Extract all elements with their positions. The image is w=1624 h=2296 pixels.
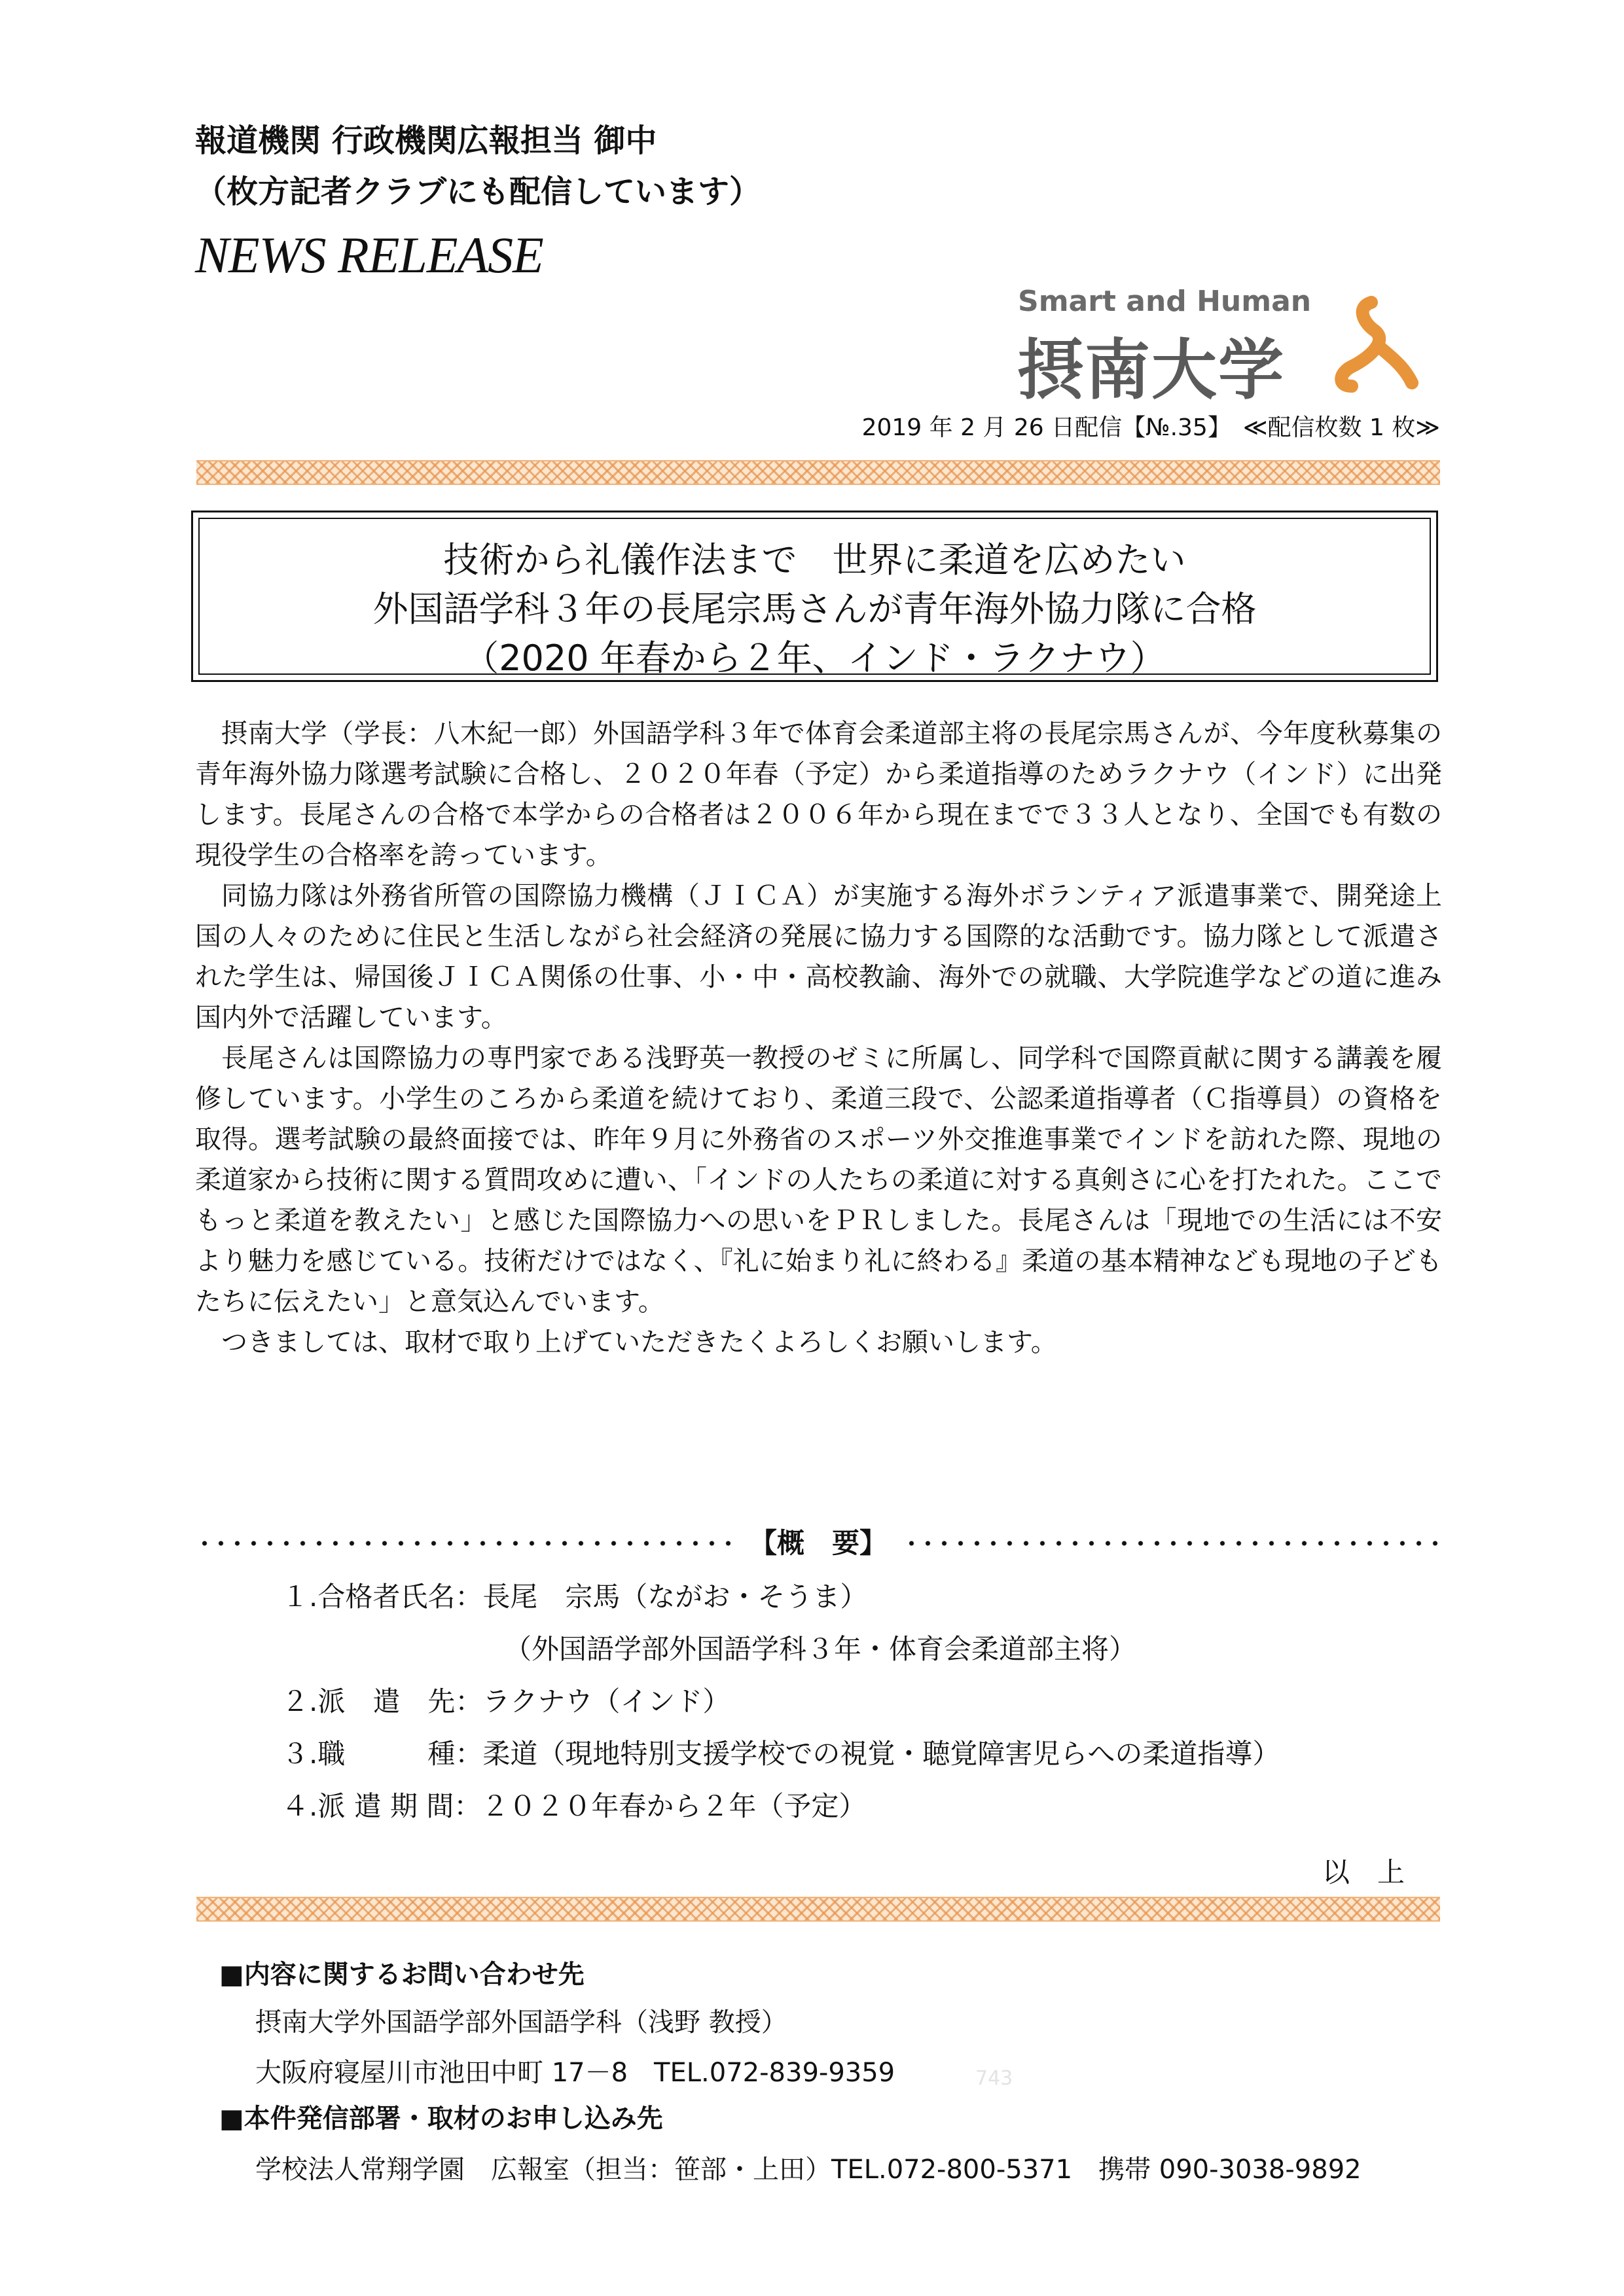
- overview-divider: [196, 1522, 1440, 1561]
- paragraph-2: 同協力隊は外務省所管の国際協力機構（ＪＩＣＡ）が実施する海外ボランティア派遣事業で、開発途上国の人々のために住民と生活しながら社会経済の発展に協力する国際的な活動です。協力隊として派遣された学生は、帰国後ＪＩＣＡ関係の仕事、小・中・高校教諭、海外での就職、大学院進学などの道に進み国内外で活躍しています。: [195, 881, 1442, 1033]
- contact-address-1: 大阪府寝屋川市池田中町 17－8 TEL.072-839-9359: [255, 2058, 895, 2088]
- overview-item-4: [281, 1787, 866, 1826]
- decorative-band-top: [196, 460, 1440, 485]
- title-line-2: 外国語学科３年の長尾宗馬さんが青年海外協力隊に合格: [372, 588, 1257, 630]
- faint-page-mark: 743: [975, 2067, 1013, 2090]
- overview-value: 長尾 宗馬（ながお・そうま）: [482, 1581, 868, 1613]
- overview-label: ３.職 種：: [281, 1738, 483, 1770]
- decorative-band-bottom: [196, 1897, 1440, 1922]
- closing-mark: 以 上: [1322, 1856, 1405, 1888]
- logo-name: 摂南大学: [1018, 332, 1285, 408]
- title-line-3: （2020 年春から２年、インド・ラクナウ）: [463, 637, 1166, 679]
- overview-value: （外国語学部外国語学科３年・体育会柔道部主将）: [504, 1633, 1137, 1665]
- overview-value: 柔道（現地特別支援学校での視覚・聴覚障害児らへの柔道指導）: [482, 1738, 1280, 1770]
- overview-heading: 【概 要】: [746, 1527, 891, 1559]
- university-logo: [1018, 285, 1424, 408]
- dateline: 2019 年 2 月 26 日配信【№.35】 ≪配信枚数 1 枚≫: [861, 414, 1440, 441]
- overview-item-1-affiliation: [504, 1630, 1136, 1669]
- overview-item-3: [281, 1734, 1280, 1774]
- overview-value: ２０２０年春から２年（予定）: [481, 1790, 867, 1822]
- logo-mark-icon: [1326, 295, 1424, 393]
- contact-org-1: 摂南大学外国語学部外国語学科（浅野 教授）: [255, 2007, 787, 2037]
- overview-value: ラクナウ（インド）: [482, 1685, 731, 1717]
- recipients: [195, 115, 761, 217]
- paragraph-4: つきましては、取材で取り上げていただきたくよろしくお願いします。: [221, 1327, 1057, 1357]
- paragraph-3: 長尾さんは国際協力の専門家である浅野英一教授のゼミに所属し、同学科で国際貢献に関する講義を履修しています。小学生のころから柔道を続けており、柔道三段で、公認柔道指導者（Ｃ指導員）の資格を取得。選考試験の最終面接では、昨年９月に外務省のスポーツ外交推進事業でインドを訪れた際、現地の柔道家から技術に関する質問攻めに遭い、「インドの人たちの柔道に対する真剣さに心を打たれた。ここでもっと柔道を教えたい」と感じた国際協力への思いをＰＲしました。長尾さんは「現地での生活には不安より魅力を感じている。技術だけではなく、『礼に始まり礼に終わる』柔道の基本精神なども現地の子どもたちに伝えたい」と意気込んでいます。: [195, 1043, 1442, 1317]
- contact-org-2: 学校法人常翔学園 広報室（担当：笹部・上田）TEL.072-800-5371 携帯 090-3038-9892: [255, 2155, 1362, 2185]
- recipients-line-1: 報道機関 行政機関広報担当 御中: [195, 122, 657, 159]
- overview-item-1: [281, 1577, 867, 1617]
- overview-label: ２.派 遣 先：: [281, 1685, 483, 1717]
- paragraph-1: 摂南大学（学長：八木紀一郎）外国語学科３年で体育会柔道部主将の長尾宗馬さんが、今年度秋募集の青年海外協力隊選考試験に合格し、２０２０年春（予定）から柔道指導のためラクナウ（インド）に出発します。長尾さんの合格で本学からの合格者は２００６年から現在までで３３人となり、全国でも有数の現役学生の合格率を誇っています。: [195, 719, 1442, 870]
- overview-item-2: [281, 1682, 730, 1721]
- title-line-1: 技術から礼儀作法まで 世界に柔道を広めたい: [443, 539, 1186, 581]
- news-release-heading: NEWS RELEASE: [195, 226, 543, 283]
- recipients-line-2: （枚方記者クラブにも配信しています）: [195, 173, 761, 210]
- overview-label: ４.派 遣 期 間：: [281, 1790, 482, 1822]
- title-box: [191, 511, 1438, 682]
- body-text: [195, 713, 1442, 1363]
- contact-heading-press: ■本件発信部署・取材のお申し込み先: [219, 2104, 663, 2134]
- contact-heading-inquiries: ■内容に関するお問い合わせ先: [219, 1960, 585, 1990]
- title-box-inner: [198, 518, 1431, 679]
- overview-label: １.合格者氏名：: [281, 1581, 483, 1613]
- logo-tagline: Smart and Human: [1018, 285, 1312, 318]
